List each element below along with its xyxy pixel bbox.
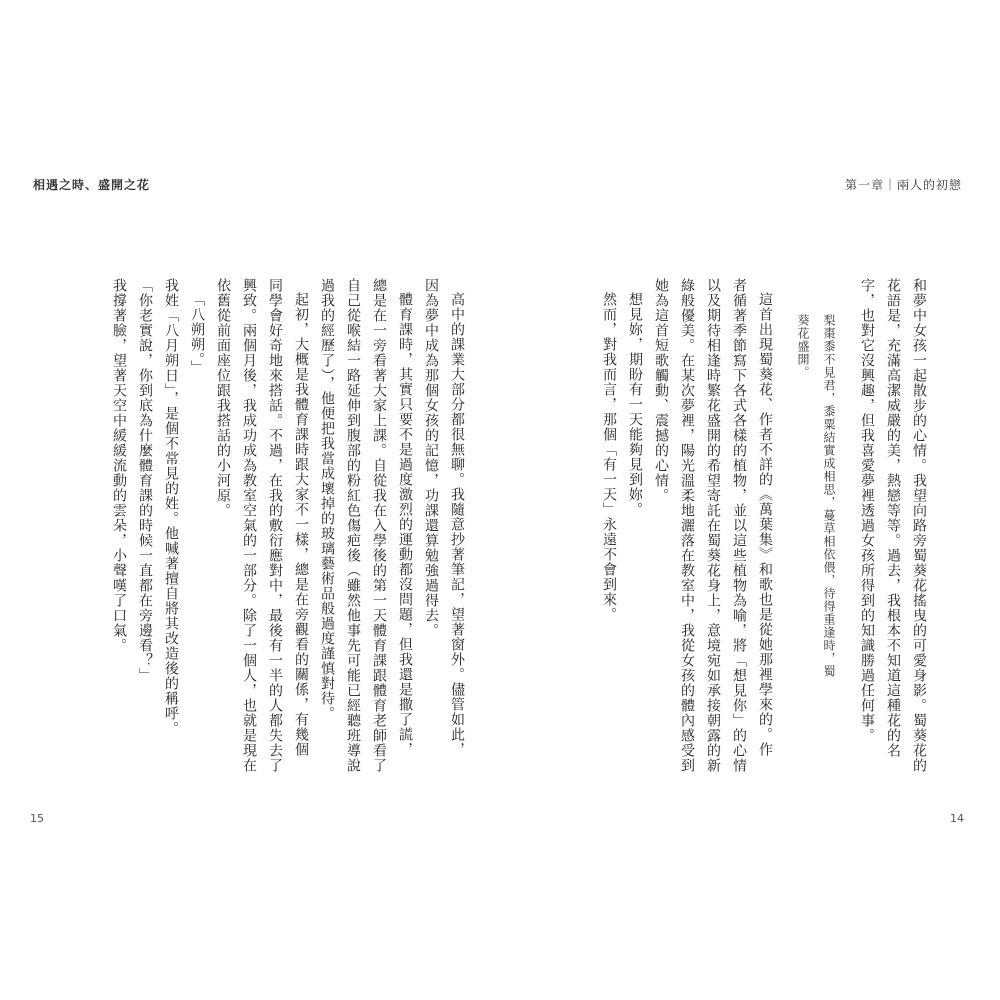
paragraph-line: 她為這首短歌觸動、震撼的心情。 <box>653 278 669 503</box>
paragraph-line: 想見妳，期盼有一天能夠見到妳。 <box>627 292 643 517</box>
paragraph-line: 綠般優美。在某次夢裡，陽光溫柔地灑落在教室中，我從女孩的體內感受到 <box>679 278 695 773</box>
dialogue-line: 「你老實說，你到底為什麼體育課的時候一直都在旁邊看？」 <box>137 278 153 683</box>
stanza-gap <box>842 278 854 798</box>
page-number-right: 14 <box>950 812 964 825</box>
paragraph-line: 體育課時，其實只要不是過度激烈的運動都沒問題，但我還是撒了謊， <box>397 292 413 757</box>
paragraph-line: 同學會好奇地來搭話。不過，在我的敷衍應對中，最後有一半的人都失去了 <box>267 278 283 773</box>
paragraph-line: 這首出現蜀葵花、作者不詳的《萬葉集》和歌也是從她那裡學來的。作 <box>757 292 773 757</box>
running-header-left: 相遇之時、盛開之花 <box>33 178 151 192</box>
paragraph-line: 和夢中女孩一起散步的心情。我望向路旁蜀葵花搖曳的可愛身影。蜀葵花的 <box>911 278 927 773</box>
paragraph-line: 高中的課業大部分都很無聊。我隨意抄著筆記，望著窗外。儘管如此， <box>449 292 465 757</box>
page-number-left: 15 <box>30 812 44 825</box>
paragraph-line: 過我的經歷了），他便把我當成壞掉的玻璃藝術品般過度謹慎對待。 <box>319 278 335 721</box>
paragraph-line: 因為夢中成為那個女孩的記憶，功課還算勉強過得去。 <box>423 278 439 638</box>
left-page-body <box>55 278 470 798</box>
right-page-body <box>520 278 932 798</box>
paragraph-line: 依舊從前面座位跟我搭話的小河原。 <box>215 278 231 518</box>
paragraph-line: 花語是，充滿高潔威嚴的美，熱戀等等。過去，我根本不知道這種花的名 <box>885 278 901 758</box>
paragraph-line: 我撐著臉，望著天空中緩緩流動的雲朵，小聲嘆了口氣。 <box>111 278 127 653</box>
stanza-gap <box>778 278 790 798</box>
poem-line: 梨棗黍不見君，黍粟結實成相思，蔓草相依偎，待得重逢時，蜀 <box>822 314 836 678</box>
paragraph-line: 興致。兩個月後，我成功成為教室空氣的一部分。除了一個人，也就是現在 <box>241 278 257 773</box>
paragraph-line: 我姓「八月朔日」，是個不常見的姓。他喊著擅自將其改造後的稱呼。 <box>163 278 179 736</box>
paragraph-line: 自己從喉結一路延伸到腹部的粉紅色傷疤後（雖然他事先可能已經聽班導說 <box>345 278 361 773</box>
paragraph-line: 字，也對它沒興趣，但我喜愛夢裡透過女孩所得到的知識勝過任何事。 <box>859 278 875 743</box>
paragraph-line: 以及期待相逢時繁花盛開的希望寄託在蜀葵花身上，意境宛如承接朝露的新 <box>705 278 721 773</box>
dialogue-line: 「八朔朔。」 <box>189 292 205 375</box>
running-header-right: 第一章｜兩人的初戀 <box>844 178 962 192</box>
poem-line: 葵花盛開。 <box>796 314 810 379</box>
paragraph-line: 總是在一旁看著大家上課。自從我在入學後的第一天體育課跟體育老師看了 <box>371 278 387 773</box>
paragraph-line: 然而，對我而言，那個「有一天」永遠不會到來。 <box>601 292 617 622</box>
paragraph-line: 者循著季節寫下各式各樣的植物，並以這些植物為喻，將「想見你」的心情 <box>731 278 747 773</box>
paragraph-line: 起初，大概是我體育課時跟大家不一樣，總是在旁觀看的關係，有幾個 <box>293 292 309 757</box>
